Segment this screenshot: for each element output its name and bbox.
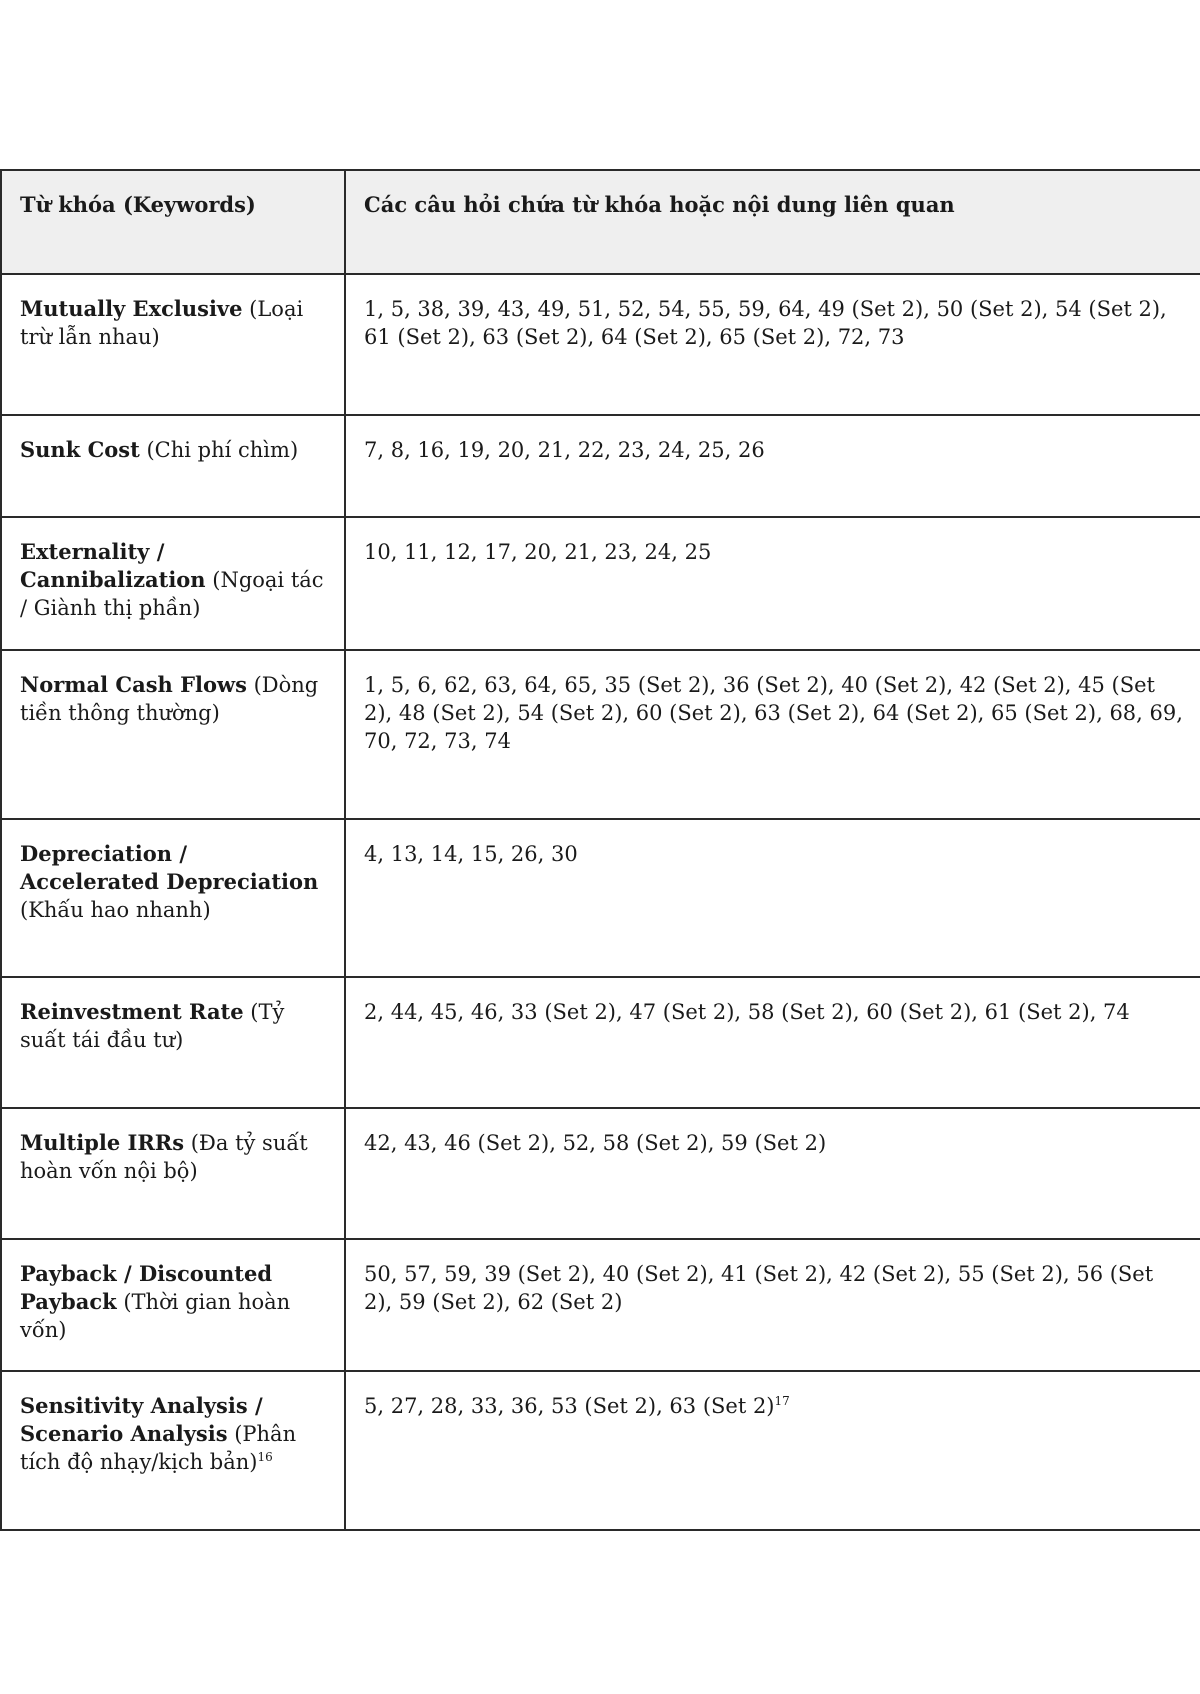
questions-cell: 7, 8, 16, 19, 20, 21, 22, 23, 24, 25, 26 bbox=[345, 415, 1200, 517]
table-row bbox=[1, 819, 1200, 977]
keyword-term: Multiple IRRs bbox=[20, 1130, 185, 1155]
questions-cell: 2, 44, 45, 46, 33 (Set 2), 47 (Set 2), 58 (Set 2), 60 (Set 2), 61 (Set 2), 74 bbox=[345, 977, 1200, 1108]
table-row bbox=[1, 1239, 1200, 1371]
table-row bbox=[1, 415, 1200, 517]
keyword-cell bbox=[1, 415, 345, 517]
keyword-cell bbox=[1, 819, 345, 977]
table-row bbox=[1, 650, 1200, 819]
questions-cell bbox=[345, 1371, 1200, 1530]
table-header-row bbox=[1, 170, 1200, 274]
keyword-term: Externality / Cannibalization bbox=[20, 539, 206, 592]
table-row bbox=[1, 1108, 1200, 1239]
keyword-translation: (Đa tỷ suất hoàn vốn nội bộ) bbox=[20, 1131, 308, 1183]
footnote-ref-17[interactable]: 17 bbox=[774, 1394, 790, 1408]
table-row bbox=[1, 274, 1200, 415]
table-row bbox=[1, 1371, 1200, 1530]
keyword-cell bbox=[1, 650, 345, 819]
questions-cell: 50, 57, 59, 39 (Set 2), 40 (Set 2), 41 (Set 2), 42 (Set 2), 55 (Set 2), 56 (Set 2), 59 (Set 2), 62 (Set 2) bbox=[345, 1239, 1200, 1371]
footnote-ref-16[interactable]: 16 bbox=[257, 1450, 273, 1464]
keyword-cell bbox=[1, 1108, 345, 1239]
questions-cell: 1, 5, 38, 39, 43, 49, 51, 52, 54, 55, 59, 64, 49 (Set 2), 50 (Set 2), 54 (Set 2), 61 (Set 2), 63 (Set 2), 64 (Set 2), 65 (Set 2), 72, 73 bbox=[345, 274, 1200, 415]
keyword-translation: (Thời gian hoàn vốn) bbox=[20, 1290, 291, 1342]
questions-cell: 10, 11, 12, 17, 20, 21, 23, 24, 25 bbox=[345, 517, 1200, 650]
keyword-term: Sensitivity Analysis / Scenario Analysis bbox=[20, 1393, 263, 1446]
keyword-cell bbox=[1, 977, 345, 1108]
questions-cell: 42, 43, 46 (Set 2), 52, 58 (Set 2), 59 (Set 2) bbox=[345, 1108, 1200, 1239]
keyword-cell bbox=[1, 274, 345, 415]
keyword-translation: (Tỷ suất tái đầu tư) bbox=[20, 1000, 285, 1052]
questions-cell: 1, 5, 6, 62, 63, 64, 65, 35 (Set 2), 36 (Set 2), 40 (Set 2), 42 (Set 2), 45 (Set 2), 48 (Set 2), 54 (Set 2), 60 (Set 2), 63 (Set 2), 64 (Set 2), 65 (Set 2), 68, 69, 70, 72, 73, 74 bbox=[345, 650, 1200, 819]
table-row bbox=[1, 977, 1200, 1108]
header-keywords: Từ khóa (Keywords) bbox=[1, 170, 345, 274]
keyword-term: Sunk Cost bbox=[20, 437, 140, 462]
questions-cell: 4, 13, 14, 15, 26, 30 bbox=[345, 819, 1200, 977]
keyword-table bbox=[0, 169, 1200, 1531]
keyword-translation: (Dòng tiền thông thường) bbox=[20, 673, 319, 725]
header-questions: Các câu hỏi chứa từ khóa hoặc nội dung liên quan bbox=[345, 170, 1200, 274]
keyword-cell bbox=[1, 1371, 345, 1530]
keyword-cell bbox=[1, 517, 345, 650]
keyword-translation: (Loại trừ lẫn nhau) bbox=[20, 297, 304, 349]
keyword-term: Depreciation / Accelerated Depreciation bbox=[20, 841, 319, 894]
keyword-term: Payback / Discounted Payback bbox=[20, 1261, 273, 1314]
keyword-term: Reinvestment Rate bbox=[20, 999, 244, 1024]
keyword-term: Normal Cash Flows bbox=[20, 672, 247, 697]
keyword-translation: (Ngoại tác / Giành thị phần) bbox=[20, 568, 324, 620]
keyword-term: Mutually Exclusive bbox=[20, 296, 243, 321]
keyword-translation: (Khấu hao nhanh) bbox=[20, 898, 211, 922]
questions-text: 5, 27, 28, 33, 36, 53 (Set 2), 63 (Set 2) bbox=[364, 1394, 775, 1418]
keyword-translation: (Phân tích độ nhạy/kịch bản) bbox=[20, 1422, 297, 1474]
keyword-translation: (Chi phí chìm) bbox=[139, 438, 299, 462]
table-row bbox=[1, 517, 1200, 650]
keyword-cell bbox=[1, 1239, 345, 1371]
